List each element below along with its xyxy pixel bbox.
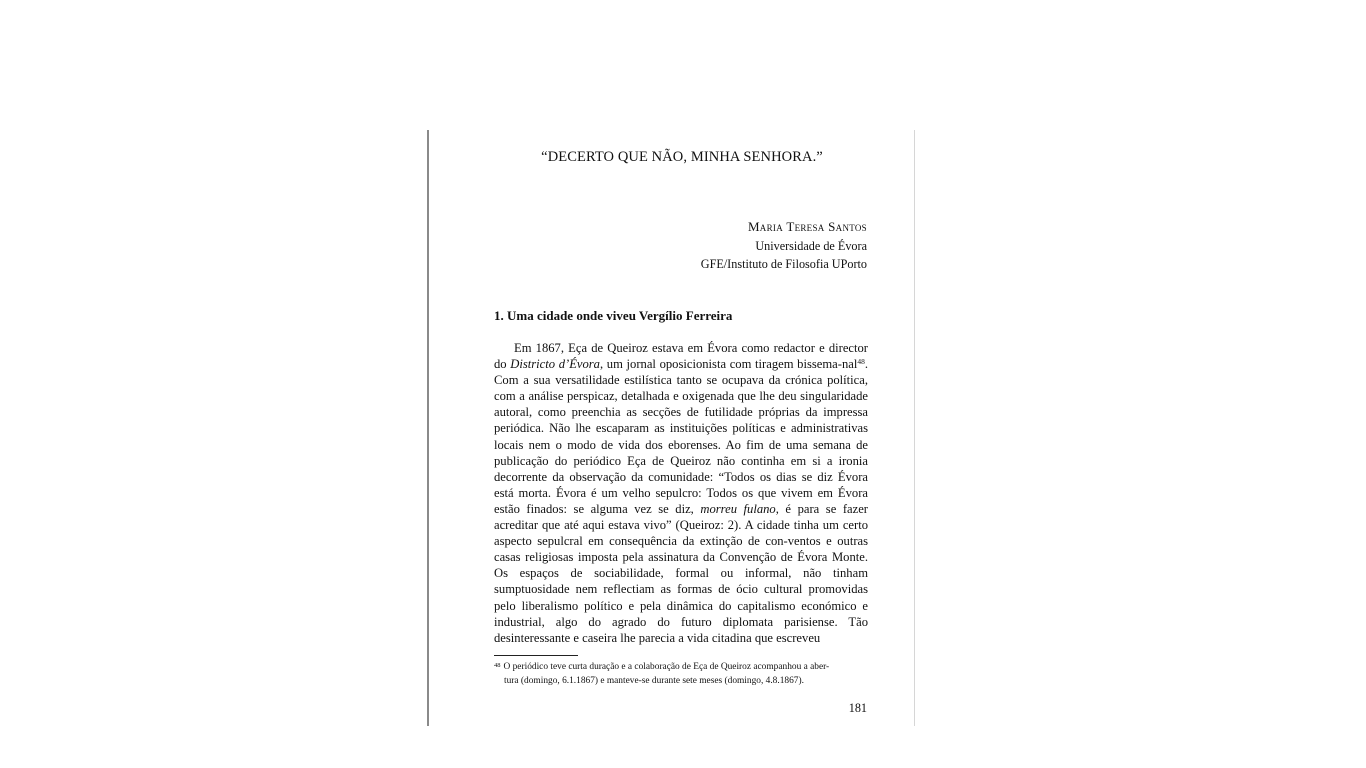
author-affiliation-university: Universidade de Évora: [755, 238, 867, 253]
newspaper-title-italic: Districto d’Évora: [510, 357, 600, 372]
paragraph-text-part-3: . Com a sua versatilidade estilística tanto se ocupava da crónica política, com a análise perspicaz, detalhada e oxigenada que lhe deu singularidade autoral, como preenchia as secções de futilidade próprias da impressa periódica. Não lhe escaparam as instituições políticas e administrativas locais nem o modo de vida dos eborenses. Ao fim de uma semana de publicação do periódico Eça de Queiroz não continha em si a ironia decorrente da observação da comunidade: “Todos os dias se diz Évora está morta. Évora é um velho sepulcro: Todos os que vivem em Évora estão finados: se alguma vez se diz,: [494, 357, 868, 516]
author-block: [701, 218, 867, 274]
document-page: [427, 130, 915, 726]
footnote-number: 48: [494, 662, 501, 669]
body-paragraph: [494, 340, 868, 651]
section-heading: 1. Uma cidade onde viveu Vergílio Ferreira: [494, 308, 733, 323]
paragraph-text-part-2: , um jornal oposicionista com tiragem bissema-nal: [599, 357, 858, 372]
quote-italic: morreu fulano: [700, 501, 776, 516]
footnote-line-2: tura (domingo, 6.1.1867) e manteve-se durante sete meses (domingo, 4.8.1867).: [504, 676, 804, 686]
footnote-line-1: [494, 659, 868, 674]
article-title: “DECERTO QUE NÃO, MINHA SENHORA.”: [541, 149, 823, 165]
page-number: 181: [848, 701, 867, 715]
footnote: [494, 659, 868, 688]
paragraph-text-part-1: Em 1867, Eça de Queiroz estava em Évora como redactor e director do: [494, 341, 868, 372]
footnote-reference[interactable]: 48: [857, 357, 865, 367]
author-affiliation-institute: GFE/Instituto de Filosofia UPorto: [700, 257, 867, 271]
author-name: Maria Teresa Santos: [747, 219, 867, 234]
footnote-divider: [494, 655, 578, 656]
paragraph-text-part-4: , é para se fazer acreditar que até aqui estava vivo” (Queiroz: 2). A cidade tinha um certo aspecto sepulcral em consequência da extinção de con-ventos e outras casas religiosas imposta pela assinatura da Convenção de Évora Monte. Os espaços de sociabilidade, formal ou informal, não tinham sumptuosidade nem reflectiam as formas de ócio cultural promovidas pelo liberalismo político e pela dinâmica do capitalismo económico e industrial, algo do agrado do futuro diplomata parisiense. Tão desinteressante e caseira lhe parecia a vida citadina que escreveu: [494, 501, 868, 645]
footnote-text-1: O periódico teve curta duração e a colaboração de Eça de Queiroz acompanhou a aber-: [503, 662, 830, 672]
